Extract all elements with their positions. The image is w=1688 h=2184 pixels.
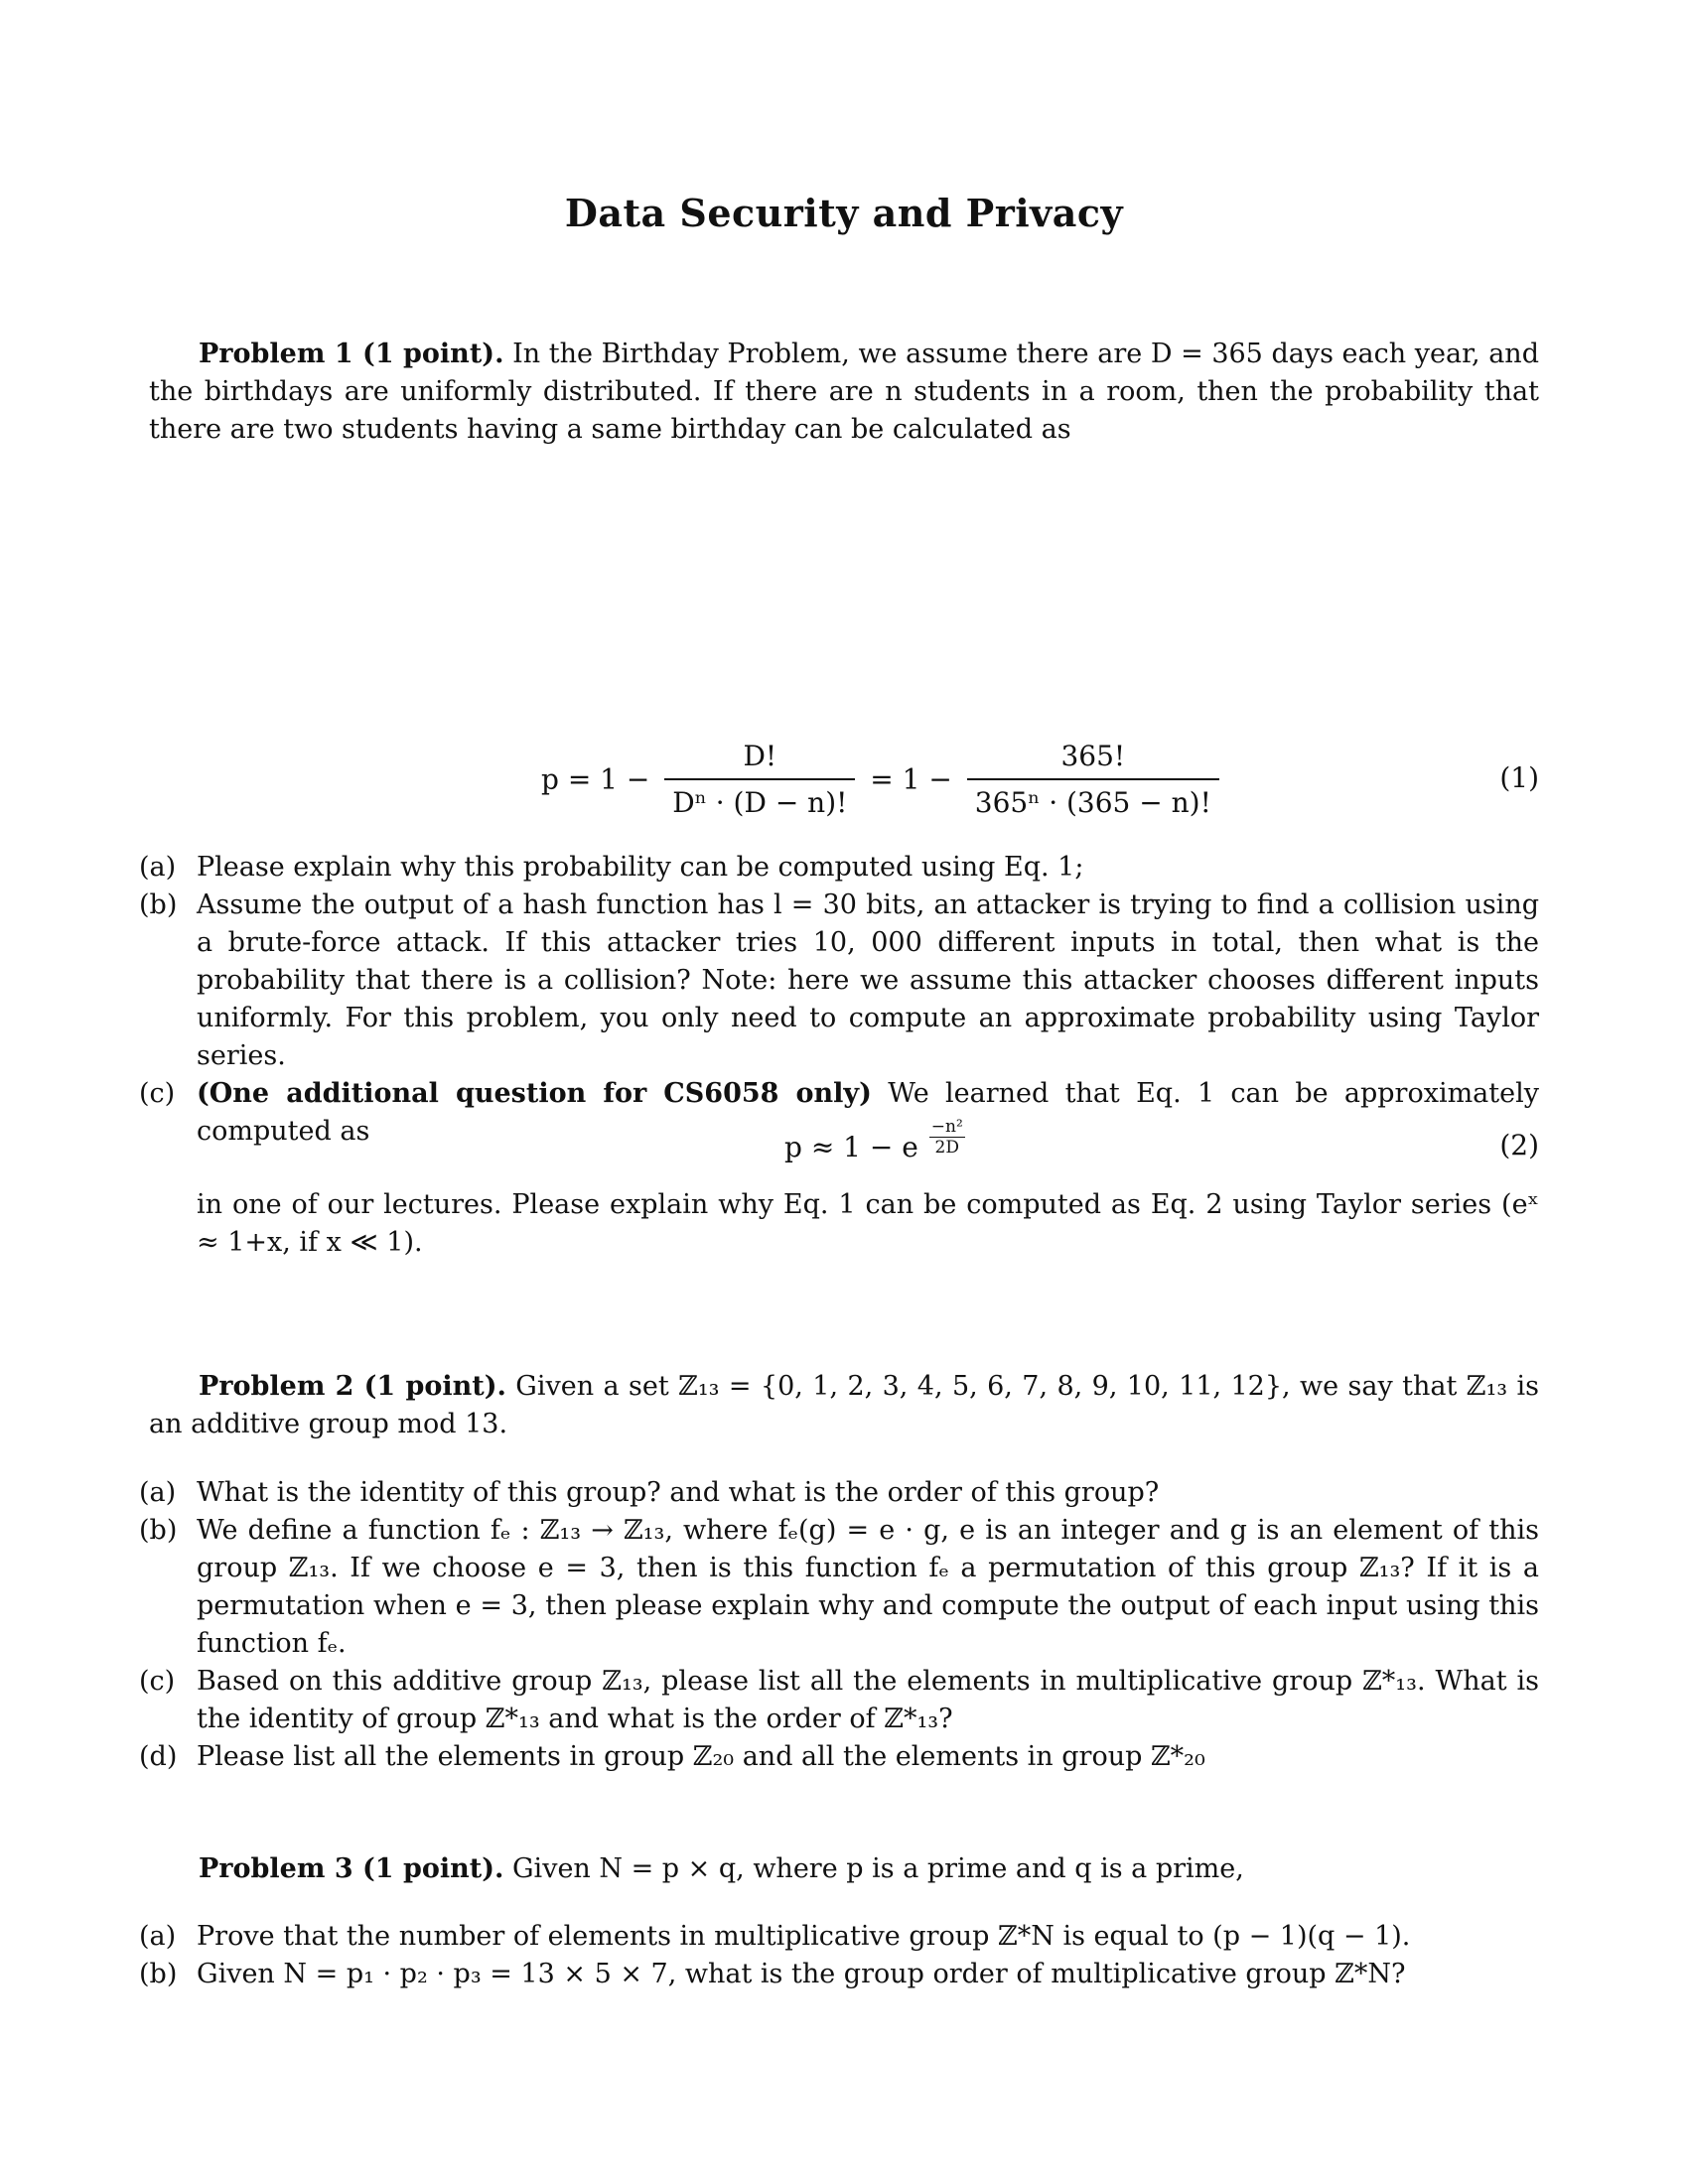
problem1-intro xyxy=(149,336,1539,449)
problem3-item-b xyxy=(139,1956,1539,1993)
item-label: (b) xyxy=(139,1959,178,1989)
problem2-item-d xyxy=(139,1738,1539,1776)
eq2-number: (2) xyxy=(1499,1129,1539,1161)
problem1-after-eq2 xyxy=(139,1186,1539,1262)
item-label: (c) xyxy=(139,1666,176,1697)
eq2-lhs: p ≈ 1 − e xyxy=(784,1131,918,1163)
eq2-exp-denominator: 2D xyxy=(934,1138,959,1158)
item-label: (d) xyxy=(139,1741,178,1772)
problem1-item-a xyxy=(139,849,1539,887)
problem2-item-b xyxy=(139,1512,1539,1663)
eq1-frac2-numerator: 365! xyxy=(967,740,1219,780)
eq1-lhs: p = 1 − xyxy=(541,762,650,796)
item-text: in one of our lectures. Please explain why Eq. 1 can be computed as Eq. 2 using Taylor series (eˣ ≈ 1+x, if x ≪ 1). xyxy=(197,1189,1539,1258)
eq2-exponent xyxy=(929,1117,965,1158)
item-text: Please explain why this probability can be computed using Eq. 1; xyxy=(197,852,1084,883)
item-text: Assume the output of a hash function has l = 30 bits, an attacker is trying to find a collision using a brute-force attack. If this attacker tries 10, 000 different inputs in total, then what is the probability that there is a collision? Note: here we assume this attacker chooses different inputs uniformly. For this problem, you only need to compute an approximate probability using Taylor series. xyxy=(197,889,1539,1071)
problem1-items xyxy=(139,849,1539,1151)
eq2-exp-numerator: −n² xyxy=(930,1117,963,1137)
problem2-intro-text: Given a set ℤ₁₃ = {0, 1, 2, 3, 4, 5, 6, 7, 8, 9, 10, 11, 12}, we say that ℤ₁₃ is an additive group mod 13. xyxy=(149,1371,1540,1439)
eq1-mid: = 1 − xyxy=(870,762,952,796)
item-text: Please list all the elements in group ℤ₂₀ and all the elements in group ℤ*₂₀ xyxy=(197,1741,1205,1772)
item-label: (a) xyxy=(139,1477,177,1508)
item-text: Based on this additive group ℤ₁₃, please list all the elements in multiplicative group ℤ*₁₃. What is the identity of group ℤ*₁₃ and what is the order of ℤ*₁₃? xyxy=(197,1666,1539,1734)
item-label: (b) xyxy=(139,1515,178,1546)
item-label: (b) xyxy=(139,889,178,920)
problem1-item-c-continued xyxy=(139,1186,1539,1262)
problem3-items xyxy=(139,1918,1539,1993)
item-text: Prove that the number of elements in multiplicative group ℤ*N is equal to (p − 1)(q − 1). xyxy=(197,1921,1411,1952)
eq1-fraction-2 xyxy=(967,740,1219,819)
problem3-intro xyxy=(149,1850,1539,1888)
item-label: (a) xyxy=(139,852,177,883)
problem2-item-c xyxy=(139,1663,1539,1738)
eq1-frac1-numerator: D! xyxy=(664,740,855,780)
eq1-frac2-denominator: 365ⁿ · (365 − n)! xyxy=(974,786,1211,819)
problem2-heading: Problem 2 (1 point). xyxy=(199,1371,506,1402)
problem1-intro-text: In the Birthday Problem, we assume there are D = 365 days each year, and the birthdays are uniformly distributed. If there are n students in a room, then the probability that there are two students having a same birthday can be calculated as xyxy=(149,339,1539,445)
item-text: Given N = p₁ · p₂ · p₃ = 13 × 5 × 7, what is the group order of multiplicative group ℤ*N? xyxy=(197,1959,1406,1989)
eq1-frac1-denominator: Dⁿ · (D − n)! xyxy=(672,786,848,819)
problem1-heading: Problem 1 (1 point). xyxy=(199,339,504,369)
item-text: What is the identity of this group? and what is the order of this group? xyxy=(197,1477,1160,1508)
item-label: (a) xyxy=(139,1921,177,1952)
eq1-fraction-1 xyxy=(664,740,855,819)
page-title: Data Security and Privacy xyxy=(564,191,1124,235)
problem3-heading: Problem 3 (1 point). xyxy=(199,1853,504,1884)
item-text: We define a function fₑ : ℤ₁₃ → ℤ₁₃, where fₑ(g) = e · g, e is an integer and g is an element of this group ℤ₁₃. If we choose e = 3, then is this function fₑ a permutation of this group ℤ₁₃? If it is a permutation when e = 3, then please explain why and compute the output of each input using this function fₑ. xyxy=(197,1515,1539,1659)
problem3-intro-text: Given N = p × q, where p is a prime and q is a prime, xyxy=(511,1853,1244,1884)
item-bold-note: (One additional question for CS6058 only) xyxy=(197,1078,872,1109)
item-label: (c) xyxy=(139,1078,176,1109)
item-text: We learned that Eq. 1 can be approximately computed as xyxy=(197,1078,1539,1147)
problem2-item-a xyxy=(139,1474,1539,1512)
problem2-intro xyxy=(149,1368,1539,1443)
problem3-item-a xyxy=(139,1918,1539,1956)
problem2-items xyxy=(139,1474,1539,1776)
problem1-item-b xyxy=(139,887,1539,1075)
eq1-number: (1) xyxy=(1499,761,1539,794)
